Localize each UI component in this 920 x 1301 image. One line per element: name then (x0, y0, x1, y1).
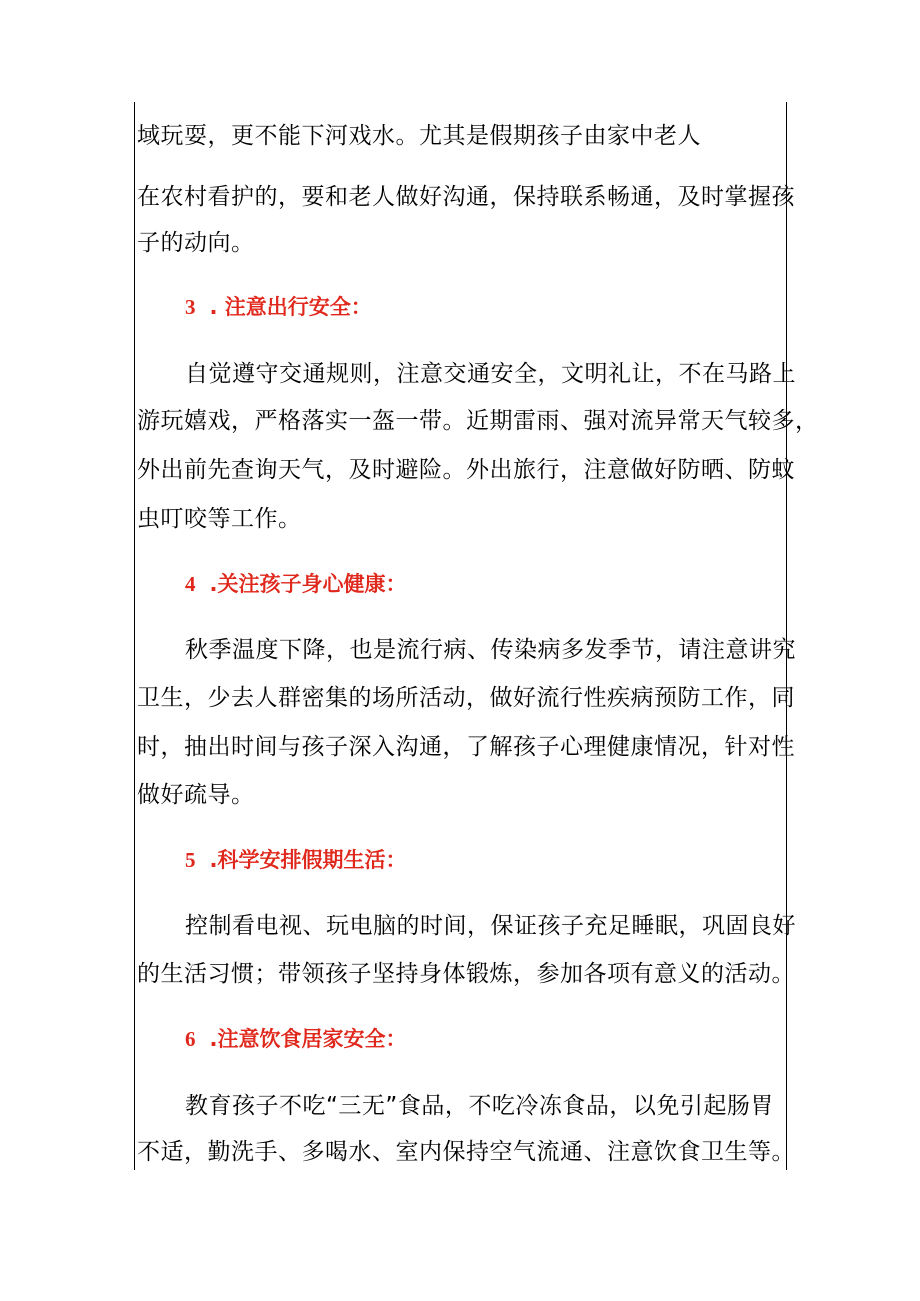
section-heading-5 (185, 846, 406, 874)
section-number: 4 (185, 572, 196, 596)
document-left-border (134, 102, 135, 1170)
section-number: 3 (185, 295, 196, 319)
paragraph-line: 自觉遵守交通规则，注意交通安全，文明礼让，不在马路上 (185, 361, 796, 387)
paragraph-line: 时，抽出时间与孩子深入沟通，了解孩子心理健康情况，针对性 (137, 734, 795, 760)
paragraph-line: 教育孩子不吃“三无”食品，不吃冷冻食品，以免引起肠胃 (185, 1093, 774, 1119)
section-title: .关注孩子身心健康： (209, 572, 407, 596)
paragraph-line: 外出前先查询天气，及时避险。外出旅行，注意做好防晒、防蚊 (137, 457, 795, 483)
section-heading-3 (185, 293, 372, 321)
section-heading-6 (185, 1025, 406, 1053)
paragraph-line: 子的动向。 (137, 230, 255, 256)
section-number: 6 (185, 1027, 196, 1051)
section-number: 5 (185, 848, 196, 872)
section-title: .科学安排假期生活： (209, 848, 407, 872)
section-title: . 注意出行安全： (209, 295, 372, 319)
paragraph-line: 在农村看护的，要和老人做好沟通，保持联系畅通，及时掌握孩 (137, 184, 795, 210)
paragraph-line: 域玩耍，更不能下河戏水。尤其是假期孩子由家中老人 (137, 123, 701, 149)
paragraph-line: 秋季温度下降，也是流行病、传染病多发季节，请注意讲究 (185, 637, 796, 663)
paragraph-line: 控制看电视、玩电脑的时间，保证孩子充足睡眠，巩固良好 (185, 913, 796, 939)
paragraph-line: 做好疏导。 (137, 782, 255, 808)
section-heading-4 (185, 570, 406, 598)
paragraph-line: 游玩嬉戏，严格落实一盔一带。近期雷雨、强对流异常天气较多， (137, 408, 819, 434)
paragraph-line: 虫叮咬等工作。 (137, 506, 302, 532)
paragraph-line: 卫生，少去人群密集的场所活动，做好流行性疾病预防工作，同 (137, 685, 795, 711)
paragraph-line: 不适，勤洗手、多喝水、室内保持空气流通、注意饮食卫生等。 (137, 1139, 795, 1165)
paragraph-line: 的生活习惯；带领孩子坚持身体锻炼，参加各项有意义的活动。 (137, 961, 795, 987)
section-title: .注意饮食居家安全： (209, 1027, 407, 1051)
